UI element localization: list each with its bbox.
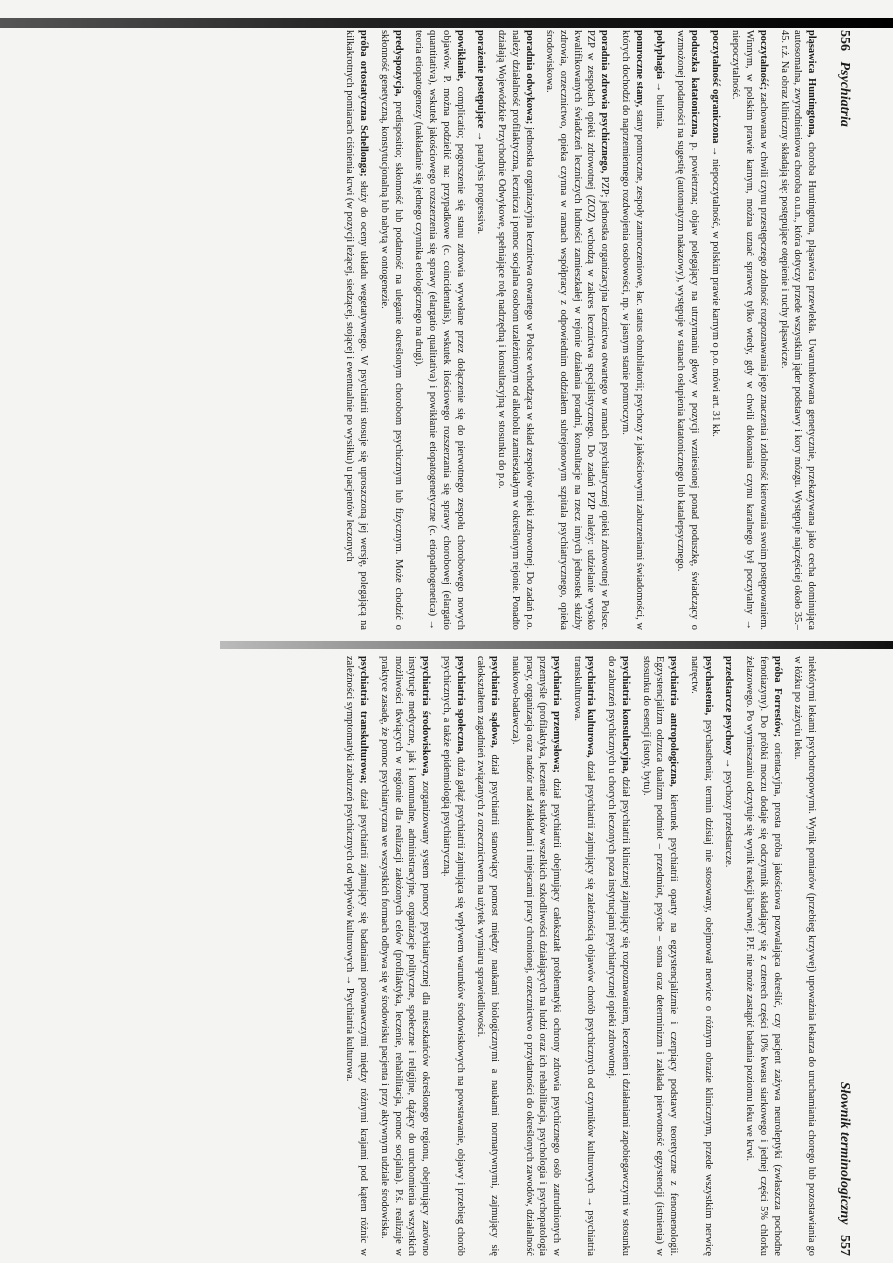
- dictionary-entry: [708, 30, 722, 630]
- dictionary-entry: [653, 30, 667, 630]
- header-right: [836, 1082, 852, 1256]
- header-left: [836, 30, 852, 127]
- dictionary-entry: [729, 30, 770, 630]
- entry-definition: dział psychiatrii obejmujący całokształt problematyki ochrony zdrowia psychicznego osób zatrudnionych w przemyśle (profilaktyka, leczenie skutków wszelkich szkodliwości działających na ludzi oraz ich rehabilitacja, psychologia i psychopatologia pracy, organizacja oraz nadzór nad zakładami i miejscami pracy chronionej, orzecznictwo o przydatności do określonych zawodów, działalność naukowo-badawcza).: [509, 656, 562, 1256]
- entry-definition: orientacyjna, prosta próba jakościowa pozwalająca określić, czy pacjent zażywa neuroleptyki (zwłaszcza pochodne fenotiazyny). Do próbki moczu dodaje się odczynnik składający się z czterech części 10% kwasu siarkowego i jednej części 5% chlorku żelazowego. Po wymieszaniu odczytuje się wynik reakcji barwnej. P.F. nie może zastąpić badania poziomu leku we krwi.: [744, 656, 783, 1256]
- dictionary-entry: [791, 656, 818, 1256]
- entry-term: porażenie postępujące: [475, 30, 487, 129]
- dictionary-entry: [474, 30, 488, 630]
- running-title: Słownik terminologiczny: [837, 1081, 852, 1225]
- dictionary-entry: [377, 30, 404, 630]
- entry-term: predyspozycja,: [392, 30, 404, 97]
- page-number: 556: [837, 30, 852, 51]
- entry-definition: complicatio; pogorszenie się stanu zdrowia wywołane przez dołączenie się do pierwotnego zespołu chorobowego nowych objawów. P. można podzielić na: przypadkowe (c. coincidentalis), wskutek ilościowego rozszerzania się sprawy chorobowej (elargatio quantitativa), wskutek jakościowego rozszerzenia się sprawy (elargatio qualitativa) i powikłanie etiopatogenetyczne (c. etiopathogenetica) → teoria etiopatogenezy (nakładanie się jednego czynnika etiologicznego na drugi).: [413, 30, 466, 630]
- entry-term: próba Forrestów;: [771, 656, 783, 738]
- entry-definition: dział psychiatrii zajmujący się badaniami porównawczymi między różnymi krajami pod kątem różnic w zależności symptomatyki zaburzeń psychicznych od wpływów kulturowych → Psychiatria kulturowa.: [344, 656, 370, 1256]
- entry-term: poradnia odwykowa;: [523, 30, 535, 125]
- entry-term: poduszka katatoniczna,: [688, 30, 700, 138]
- entry-definition: dział psychiatrii zajmujący się zależnością objawów chorób psychicznych od czynników kulturowych → psychiatria transkulturowa.: [571, 656, 597, 1257]
- dictionary-entry: [604, 656, 631, 1256]
- entry-term: poczytalność;: [757, 30, 769, 91]
- page-number: 557: [837, 1235, 852, 1256]
- running-title: Psychiatria: [837, 61, 852, 127]
- entry-definition: choroba Huntingtona, pląsawica przewlekła. Uwarunkowana genetycznie, przekazywana jako cecha dominująca autosomalna, zwyrodnieniowa choroba o.u.n., która dotyczy przede wszystkim jąder podstawy i kory mózgu. Występuje najczęściej około 35.–45. r.ż. Na obraz kliniczny składają się: postępujące otępienie i ruchy pląsawicze.: [778, 30, 817, 630]
- entry-term: poczytalność ograniczona: [709, 30, 721, 144]
- entry-definition: jednostka organizacyjna lecznictwa otwartego w Polsce wchodząca w skład zespołów opieki zdrowotnej. Do zadań p.o. należy działalność profilaktyczna, lecznicza i pomoc socjalna osobom uzależnionym od alkoholu zamieszkałym w określonym rejonie. Ponadto działają Wojewódzkie Przychodnie Odwykowe, spełniające rolę nadrzędną i konsultacyjną w stosunku do p.o.: [496, 30, 535, 630]
- entry-definition: zorganizowany system pomocy psychiatrycznej dla mieszkańców określonego regionu, obejmujący zarówno instytucje medyczne, jak i komunalne, administracyjne, organizacje polityczne, społeczne i religijne, dążący do uruchomienia wszystkich możliwości tkwiących w regionie dla realizacji założonych celów (profilaktyka, leczenie, rehabilitacja, pomoc socjalna). P.ś. realizuje w praktyce zasadę, że pomoc psychiatryczna we wszystkich formach odbywa się w środowisku pacjenta i przy aktywnym udziale środowiska.: [378, 656, 432, 1256]
- entry-term: psychiatria kulturowa,: [585, 656, 597, 758]
- dictionary-entry: [722, 656, 736, 1256]
- entry-term: przedstarcze psychozy: [723, 656, 735, 756]
- scan-edge-top: [0, 18, 893, 28]
- entry-term: psychiatria sądowa,: [489, 656, 501, 748]
- dictionary-entry: [543, 30, 612, 630]
- entry-term: psychiatria transkulturowa;: [358, 656, 370, 784]
- entry-definition: duża gałąź psychiatrii zajmująca się wpływem warunków środowiskowych na powstawanie, objawy i przebieg chorób psychicznych, a także epidemiologią psychiatryczną.: [440, 656, 466, 1256]
- dictionary-entry: [343, 656, 370, 1256]
- entry-definition: → bulimia.: [654, 79, 666, 130]
- dictionary-entry: [343, 30, 370, 630]
- entry-term: psychastenia,: [702, 656, 714, 716]
- page-header: [836, 656, 852, 1256]
- dictionary-entry: [673, 30, 700, 630]
- entry-definition: zachowana w chwili czynu przestępczego zdolność rozpoznawania jego znaczenia i zdolność kierowania swoim postępowaniem. Winnym, w polskim prawie karnym, można uznać sprawcę tylko wtedy, gdy w chwili dokonania czynu karalnego był poczytalny → niepoczytalność.: [730, 30, 769, 630]
- dictionary-entry: [412, 30, 467, 630]
- page-header: [836, 30, 852, 630]
- dictionary-entry: [439, 656, 466, 1256]
- entry-term: psychiatria środowiskowa,: [420, 656, 432, 777]
- entry-term: poradnia zdrowia psychicznego,: [599, 30, 611, 174]
- entry-term: pomroczne stany,: [633, 30, 645, 108]
- entry-term: psychiatria konsultacyjna,: [619, 656, 631, 774]
- entry-term: próba ortostatyczna Schellonga;: [358, 30, 370, 177]
- entry-term: polyphagia: [654, 30, 666, 80]
- entry-definition: niektórymi lekami psychotropowymi. Wynik pomiarów (przebieg krzywej) upoważnia lekarza do uruchamiania chorego lub pozostawiania go w łóżku po zażyciu leku.: [792, 656, 817, 1256]
- dictionary-entry: [494, 30, 535, 630]
- scan-edge-middle: [220, 641, 893, 649]
- entry-definition: służy do oceny układu wegetatywnego. W psychiatrii stosuje się uproszczoną jej wersję, polegającą na kilkakrotnych pomiarach ciśnienia krwi (w pozycji leżącej, siedzącej, stojącej i ewentualnie po wysiłku) u pacjentów leczonych: [344, 30, 370, 630]
- entry-definition: → psychozy przedstarcze.: [723, 755, 735, 868]
- dictionary-entry: [618, 30, 645, 630]
- entry-definition: p. powietrzna; objaw polegający na utrzymaniu głowy w pozycji wzniesionej ponad poduszkę, świadczący o wzmożonej podatności na sugestię (automatyzm nakazowy), występuje w stanach osłupienia katatonicznego lub katalepsycznego.: [675, 30, 700, 630]
- dictionary-entry: [474, 656, 501, 1256]
- page-556: [82, 30, 852, 630]
- dictionary-entry: [377, 656, 432, 1256]
- page-557: [82, 656, 852, 1256]
- entry-term: psychiatria przemysłowa;: [550, 656, 562, 773]
- entries: [343, 30, 818, 630]
- dictionary-entry: [570, 656, 597, 1256]
- entry-term: powikłanie,: [454, 30, 466, 82]
- entries: [343, 656, 818, 1256]
- dictionary-entry: [508, 656, 563, 1256]
- entry-definition: psychasthenia; termin dzisiaj nie stosowany, obejmował nerwice o różnym obrazie klinicznym, przede wszystkim nerwicę natręctw.: [688, 656, 714, 1256]
- entry-definition: dział psychiatrii klinicznej zajmujący się rozpoznawaniem, leczeniem i działaniami zapobiegawczymi w stosunku do zaburzeń psychicznych u chorych leczonych poza instytucjami psychiatrycznej opieki zdrowotnej.: [606, 656, 631, 1256]
- dictionary-entry: [687, 656, 714, 1256]
- entry-term: psychiatria antropologiczna,: [668, 656, 680, 787]
- entry-term: pląsawica Huntingtona,: [806, 30, 817, 138]
- dictionary-entry: [742, 656, 783, 1256]
- dictionary-entry: [777, 30, 818, 630]
- entry-definition: predispositio; skłonność lub podatność na uleganie określonym chorobom psychicznym lub fizycznym. Może chodzić o skłonność genetyczną, konstytucjonalną lub nabytą w ontogenezie.: [378, 30, 404, 630]
- entry-definition: → niepoczytalność, w polskim prawie karnym o p.o. mówi art. 31 kk.: [709, 143, 721, 437]
- entry-definition: kierunek psychiatrii oparty na egzystencjalizmie i czerpiący podstawy teoretyczne z fenomenologii. Egzystencjalizm odrzuca dualizm podmiot – przedmiot, psyche – soma oraz determinizm i zakłada pierwotność egzystencji (istnienia) w stosunku do esencji (istoty, bytu).: [640, 656, 680, 1256]
- entry-definition: stany pomroczne, zespoły zamroczeniowe, łac. status obnubilatorii; psychozy z jakościowymi zaburzeniami świadomości, w których dochodzi do naprzemiennego rozdwojenia osobowości, np. w jasnym stanie pomroczym.: [619, 30, 645, 630]
- entry-definition: PZP; jednostka organizacyjna lecznictwa otwartego w ramach psychiatrycznej opieki zdrowotnej w Polsce. PZP w zespołach opieki zdrowotnej (ZOZ) wchodzą w zakres lecznictwa specjalistycznego. Do zadań PZP należy: udzielanie wysoko kwalifikowanych świadczeń leczniczych ludności zamieszkałej w rejonie działania poradni, konsultacje na rzecz innych jednostek służby zdrowia, orzecznictwo, opieka czynna w ramach współpracy z odpowiednim oddziałem subrejonowym szpitala psychiatrycznego, opieka środowiskowa.: [544, 30, 611, 630]
- dictionary-entry: [639, 656, 680, 1256]
- entry-definition: → paralysis progressiva.: [475, 128, 487, 235]
- entry-definition: dział psychiatrii stanowiący pomost między naukami biologicznymi a naukami normatywnymi, zajmujący się całokształtem zagadnień związanych z orzecznictwem na użytek wymiaru sprawiedliwości.: [475, 656, 501, 1256]
- entry-term: psychiatria społeczna,: [454, 656, 466, 755]
